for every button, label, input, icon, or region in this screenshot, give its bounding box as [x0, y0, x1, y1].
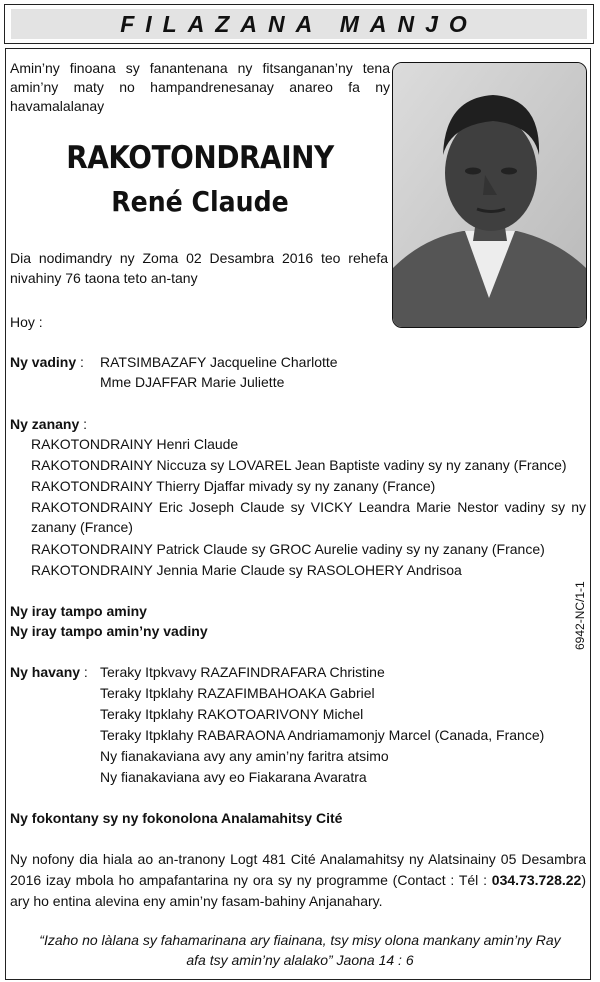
vadiny-item: RATSIMBAZAFY Jacqueline Charlotte — [100, 354, 338, 370]
verse-line: “Izaho no làlana sy fahamarinana ary fiainana, tsy misy olona mankany amin’ny Ray — [39, 932, 561, 948]
havany-item: Teraky Itpklahy RAKOTOARIVONY Michel — [100, 706, 364, 722]
vadiny-heading — [10, 352, 84, 372]
havany-item: Teraky Itpklahy RABARAONA Andriamamonjy Marcel (Canada, France) — [100, 727, 545, 743]
zanany-sep: : — [79, 416, 88, 432]
deceased-first-name: René Claude — [111, 185, 289, 218]
death-notice: Dia nodimandry ny Zoma 02 Desambra 2016 teo rehefa nivahiny 76 taona teto an-tany — [10, 250, 388, 286]
tampo-aminy: Ny iray tampo aminy — [10, 603, 147, 619]
portrait-image — [393, 63, 586, 327]
vadiny-item: Mme DJAFFAR Marie Juliette — [100, 374, 285, 390]
havany-label: Ny havany — [10, 664, 81, 680]
zanany-item: RAKOTONDRAINY Jennia Marie Claude sy RASOLOHERY Andrisoa — [31, 562, 462, 578]
vadiny-sep: : — [76, 354, 84, 370]
zanany-heading — [10, 414, 87, 434]
havany-item: Teraky Itpklahy RAZAFIMBAHOAKA Gabriel — [100, 685, 375, 701]
zanany-item — [31, 497, 586, 537]
zanany-item: RAKOTONDRAINY Niccuza sy LOVAREL Jean Baptiste vadiny sy ny zanany (France) — [31, 457, 567, 473]
havany-sep: : — [80, 664, 88, 680]
zanany-item: RAKOTONDRAINY Patrick Claude sy GROC Aurelie vadiny sy ny zanany (France) — [31, 541, 545, 557]
fokontany-line: Ny fokontany sy ny fokonolona Analamahitsy Cité — [10, 810, 343, 826]
havany-item: Teraky Itpkvavy RAZAFINDRAFARA Christine — [100, 664, 385, 680]
hoy-label: Hoy : — [10, 314, 43, 330]
intro-text: Amin’ny finoana sy fanantenana ny fitsanganan’ny tena amin’ny maty no hampandrenesanay anareo fa ny havamalalanay — [10, 60, 390, 114]
zanany-label: Ny zanany — [10, 416, 80, 432]
reference-code: 6942-NC/1-1 — [573, 581, 587, 650]
bible-verse — [14, 930, 586, 970]
zanany-item: RAKOTONDRAINY Thierry Djaffar mivady sy ny zanany (France) — [31, 478, 436, 494]
havany-item: Ny fianakaviana avy eo Fiakarana Avaratra — [100, 769, 367, 785]
havany-heading — [10, 662, 88, 682]
verse-line: afa tsy amin’ny alalako” Jaona 14 : 6 — [186, 952, 414, 968]
havany-item: Ny fianakaviana avy any amin’ny faritra atsimo — [100, 748, 389, 764]
funeral-details — [10, 849, 586, 912]
deceased-photo — [392, 62, 587, 328]
notice-header — [4, 4, 594, 44]
funeral-text: Ny nofony dia hiala ao an-tranony Logt 481 Cité Analamahitsy ny Alatsinainy 05 Desambra 2016 izay mbola ho ampafantarina ny ora sy ny programme (Contact : Tél : — [10, 851, 586, 888]
vadiny-label: Ny vadiny — [10, 354, 77, 370]
zanany-item: RAKOTONDRAINY Henri Claude — [31, 436, 239, 452]
tampo-vadiny: Ny iray tampo amin’ny vadiny — [10, 623, 208, 639]
header-title: FILAZANA MANJO — [120, 10, 478, 37]
contact-phone: 034.73.728.22 — [491, 872, 582, 888]
zanany-item-text: RAKOTONDRAINY Eric Joseph Claude sy VICKY Leandra Marie Nestor vadiny sy ny zanany (France) — [31, 499, 586, 535]
funeral-text-end: ) ary ho entina alevina eny amin’ny fasam-bahiny Anjanahary. — [10, 872, 586, 909]
deceased-last-name: RAKOTONDRAINY — [66, 140, 334, 176]
